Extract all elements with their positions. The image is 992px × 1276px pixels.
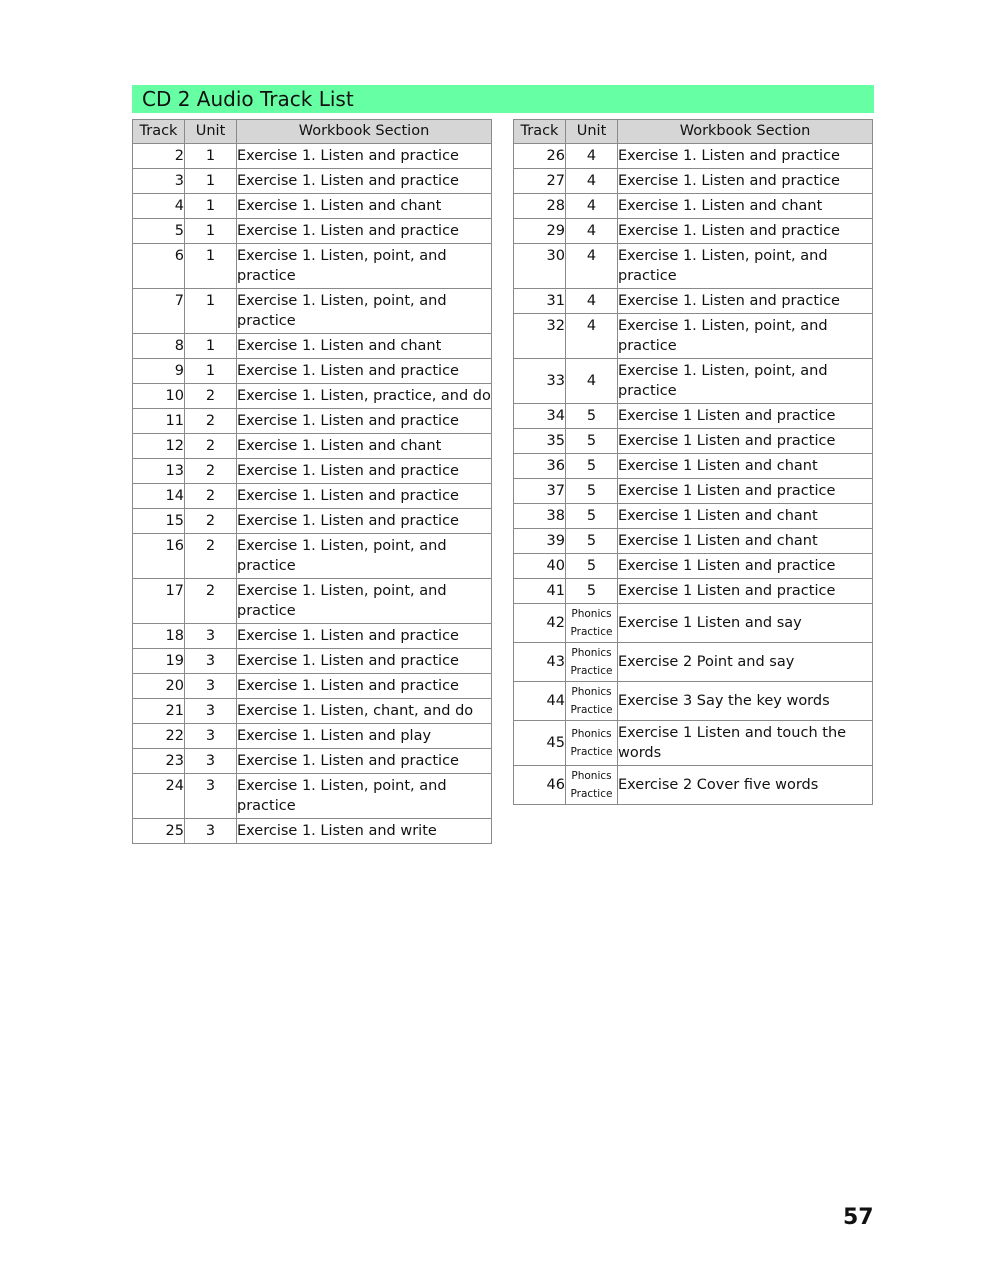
table-row — [514, 554, 873, 579]
unit-cell: 2 — [185, 579, 237, 624]
section-cell: Exercise 1 Listen and practice — [618, 554, 873, 579]
track-number: 4 — [133, 194, 185, 219]
unit-cell: 4 — [566, 289, 618, 314]
table-row — [514, 314, 873, 359]
section-cell: Exercise 1. Listen and practice — [237, 359, 492, 384]
section-cell: Exercise 1. Listen and practice — [237, 674, 492, 699]
table-row — [514, 766, 873, 805]
track-number: 34 — [514, 404, 566, 429]
header-unit: Unit — [185, 120, 237, 144]
section-cell: Exercise 1 Listen and say — [618, 604, 873, 643]
unit-cell: 1 — [185, 359, 237, 384]
section-cell: Exercise 1 Listen and chant — [618, 504, 873, 529]
unit-cell: 2 — [185, 409, 237, 434]
unit-cell: Phonics Practice — [566, 643, 618, 682]
unit-cell: 1 — [185, 194, 237, 219]
track-number: 26 — [514, 144, 566, 169]
track-number: 19 — [133, 649, 185, 674]
track-number: 6 — [133, 244, 185, 289]
unit-cell: 1 — [185, 334, 237, 359]
track-number: 27 — [514, 169, 566, 194]
section-cell: Exercise 1. Listen and play — [237, 724, 492, 749]
unit-cell: 5 — [566, 454, 618, 479]
unit-cell: 3 — [185, 774, 237, 819]
track-number: 31 — [514, 289, 566, 314]
unit-cell: 3 — [185, 699, 237, 724]
track-number: 15 — [133, 509, 185, 534]
header-row — [514, 120, 873, 144]
table-row — [133, 724, 492, 749]
table-row — [133, 219, 492, 244]
section-cell: Exercise 1. Listen, point, and practice — [618, 244, 873, 289]
table-row — [514, 169, 873, 194]
table-row — [133, 484, 492, 509]
unit-cell: 4 — [566, 359, 618, 404]
track-number: 21 — [133, 699, 185, 724]
table-row — [133, 819, 492, 844]
section-cell: Exercise 1 Listen and practice — [618, 429, 873, 454]
section-cell: Exercise 1. Listen and write — [237, 819, 492, 844]
track-number: 35 — [514, 429, 566, 454]
section-cell: Exercise 1. Listen, point, and practice — [237, 774, 492, 819]
unit-cell: 4 — [566, 314, 618, 359]
section-cell: Exercise 1. Listen and practice — [237, 649, 492, 674]
unit-cell: 5 — [566, 529, 618, 554]
table-row — [514, 289, 873, 314]
section-cell: Exercise 1. Listen and chant — [237, 334, 492, 359]
section-cell: Exercise 2 Cover five words — [618, 766, 873, 805]
section-cell: Exercise 1. Listen, chant, and do — [237, 699, 492, 724]
section-cell: Exercise 1 Listen and practice — [618, 479, 873, 504]
track-number: 11 — [133, 409, 185, 434]
track-number: 43 — [514, 643, 566, 682]
table-row — [133, 409, 492, 434]
section-cell: Exercise 1. Listen and practice — [237, 749, 492, 774]
section-cell: Exercise 1. Listen, point, and practice — [237, 579, 492, 624]
track-number: 8 — [133, 334, 185, 359]
section-cell: Exercise 2 Point and say — [618, 643, 873, 682]
table-row — [514, 579, 873, 604]
table-row — [133, 534, 492, 579]
section-cell: Exercise 3 Say the key words — [618, 682, 873, 721]
track-number: 38 — [514, 504, 566, 529]
unit-cell: 5 — [566, 429, 618, 454]
section-cell: Exercise 1 Listen and practice — [618, 579, 873, 604]
table-row — [133, 384, 492, 409]
track-number: 40 — [514, 554, 566, 579]
table-row — [514, 504, 873, 529]
section-cell: Exercise 1. Listen and practice — [618, 144, 873, 169]
table-row — [514, 244, 873, 289]
unit-cell: Phonics Practice — [566, 682, 618, 721]
section-cell: Exercise 1. Listen and chant — [237, 194, 492, 219]
table-row — [514, 194, 873, 219]
table-row — [133, 289, 492, 334]
unit-cell: 2 — [185, 384, 237, 409]
section-cell: Exercise 1. Listen and practice — [237, 484, 492, 509]
table-row — [514, 144, 873, 169]
track-number: 39 — [514, 529, 566, 554]
unit-cell: 4 — [566, 169, 618, 194]
unit-cell: 1 — [185, 244, 237, 289]
table-row — [514, 479, 873, 504]
table-row — [133, 624, 492, 649]
unit-cell: 2 — [185, 434, 237, 459]
section-cell: Exercise 1 Listen and chant — [618, 529, 873, 554]
section-cell: Exercise 1. Listen and practice — [237, 509, 492, 534]
table-row — [133, 144, 492, 169]
track-number: 41 — [514, 579, 566, 604]
page-title: CD 2 Audio Track List — [132, 85, 874, 113]
unit-cell: 3 — [185, 624, 237, 649]
table-row — [514, 721, 873, 766]
unit-cell: 1 — [185, 169, 237, 194]
unit-cell: 3 — [185, 724, 237, 749]
track-number: 24 — [133, 774, 185, 819]
table-row — [514, 429, 873, 454]
table-row — [133, 649, 492, 674]
unit-cell: 1 — [185, 144, 237, 169]
track-number: 33 — [514, 359, 566, 404]
section-cell: Exercise 1. Listen and chant — [237, 434, 492, 459]
unit-cell: 3 — [185, 749, 237, 774]
table-row — [133, 579, 492, 624]
unit-cell: 5 — [566, 579, 618, 604]
track-number: 5 — [133, 219, 185, 244]
section-cell: Exercise 1. Listen and practice — [237, 144, 492, 169]
unit-cell: 4 — [566, 219, 618, 244]
unit-cell: 2 — [185, 534, 237, 579]
page-number: 57 — [843, 1205, 874, 1230]
table-row — [133, 674, 492, 699]
section-cell: Exercise 1. Listen, point, and practice — [237, 289, 492, 334]
track-number: 13 — [133, 459, 185, 484]
track-number: 7 — [133, 289, 185, 334]
unit-cell: 2 — [185, 509, 237, 534]
track-number: 44 — [514, 682, 566, 721]
unit-cell: 5 — [566, 554, 618, 579]
table-row — [514, 682, 873, 721]
unit-cell: 5 — [566, 479, 618, 504]
section-cell: Exercise 1. Listen, point, and practice — [237, 534, 492, 579]
track-number: 3 — [133, 169, 185, 194]
track-number: 29 — [514, 219, 566, 244]
table-row — [133, 194, 492, 219]
track-number: 18 — [133, 624, 185, 649]
header-unit: Unit — [566, 120, 618, 144]
section-cell: Exercise 1 Listen and touch the words — [618, 721, 873, 766]
table-row — [133, 244, 492, 289]
track-number: 45 — [514, 721, 566, 766]
unit-cell: Phonics Practice — [566, 766, 618, 805]
track-number: 16 — [133, 534, 185, 579]
track-table-left — [132, 119, 492, 844]
track-number: 25 — [133, 819, 185, 844]
table-row — [133, 334, 492, 359]
table-row — [514, 404, 873, 429]
section-cell: Exercise 1. Listen and chant — [618, 194, 873, 219]
header-track: Track — [514, 120, 566, 144]
table-row — [514, 219, 873, 244]
unit-cell: 3 — [185, 819, 237, 844]
section-cell: Exercise 1. Listen and practice — [237, 169, 492, 194]
section-cell: Exercise 1. Listen and practice — [237, 624, 492, 649]
table-row — [133, 434, 492, 459]
table-row — [514, 604, 873, 643]
table-row — [133, 169, 492, 194]
section-cell: Exercise 1. Listen, point, and practice — [237, 244, 492, 289]
unit-cell: Phonics Practice — [566, 604, 618, 643]
track-table-right — [513, 119, 873, 805]
section-cell: Exercise 1. Listen and practice — [237, 219, 492, 244]
table-row — [133, 774, 492, 819]
table-row — [133, 509, 492, 534]
unit-cell: Phonics Practice — [566, 721, 618, 766]
unit-cell: 2 — [185, 484, 237, 509]
section-cell: Exercise 1 Listen and chant — [618, 454, 873, 479]
track-number: 10 — [133, 384, 185, 409]
section-cell: Exercise 1. Listen, point, and practice — [618, 314, 873, 359]
track-number: 12 — [133, 434, 185, 459]
unit-cell: 1 — [185, 289, 237, 334]
track-number: 46 — [514, 766, 566, 805]
table-row — [133, 699, 492, 724]
section-cell: Exercise 1. Listen and practice — [618, 289, 873, 314]
track-number: 2 — [133, 144, 185, 169]
header-row — [133, 120, 492, 144]
track-number: 17 — [133, 579, 185, 624]
unit-cell: 4 — [566, 144, 618, 169]
section-cell: Exercise 1. Listen and practice — [618, 219, 873, 244]
unit-cell: 5 — [566, 504, 618, 529]
track-number: 28 — [514, 194, 566, 219]
track-number: 37 — [514, 479, 566, 504]
unit-cell: 4 — [566, 194, 618, 219]
unit-cell: 2 — [185, 459, 237, 484]
unit-cell: 5 — [566, 404, 618, 429]
section-cell: Exercise 1 Listen and practice — [618, 404, 873, 429]
header-track: Track — [133, 120, 185, 144]
section-cell: Exercise 1. Listen and practice — [237, 459, 492, 484]
table-row — [514, 359, 873, 404]
unit-cell: 1 — [185, 219, 237, 244]
track-number: 14 — [133, 484, 185, 509]
header-section: Workbook Section — [237, 120, 492, 144]
unit-cell: 3 — [185, 649, 237, 674]
section-cell: Exercise 1. Listen and practice — [618, 169, 873, 194]
track-number: 36 — [514, 454, 566, 479]
track-number: 30 — [514, 244, 566, 289]
table-row — [133, 749, 492, 774]
table-row — [514, 643, 873, 682]
unit-cell: 4 — [566, 244, 618, 289]
unit-cell: 3 — [185, 674, 237, 699]
track-number: 32 — [514, 314, 566, 359]
track-number: 23 — [133, 749, 185, 774]
track-number: 22 — [133, 724, 185, 749]
table-row — [133, 459, 492, 484]
track-number: 42 — [514, 604, 566, 643]
section-cell: Exercise 1. Listen, point, and practice — [618, 359, 873, 404]
track-number: 20 — [133, 674, 185, 699]
section-cell: Exercise 1. Listen and practice — [237, 409, 492, 434]
table-row — [133, 359, 492, 384]
table-row — [514, 454, 873, 479]
header-section: Workbook Section — [618, 120, 873, 144]
track-number: 9 — [133, 359, 185, 384]
section-cell: Exercise 1. Listen, practice, and do — [237, 384, 492, 409]
table-row — [514, 529, 873, 554]
